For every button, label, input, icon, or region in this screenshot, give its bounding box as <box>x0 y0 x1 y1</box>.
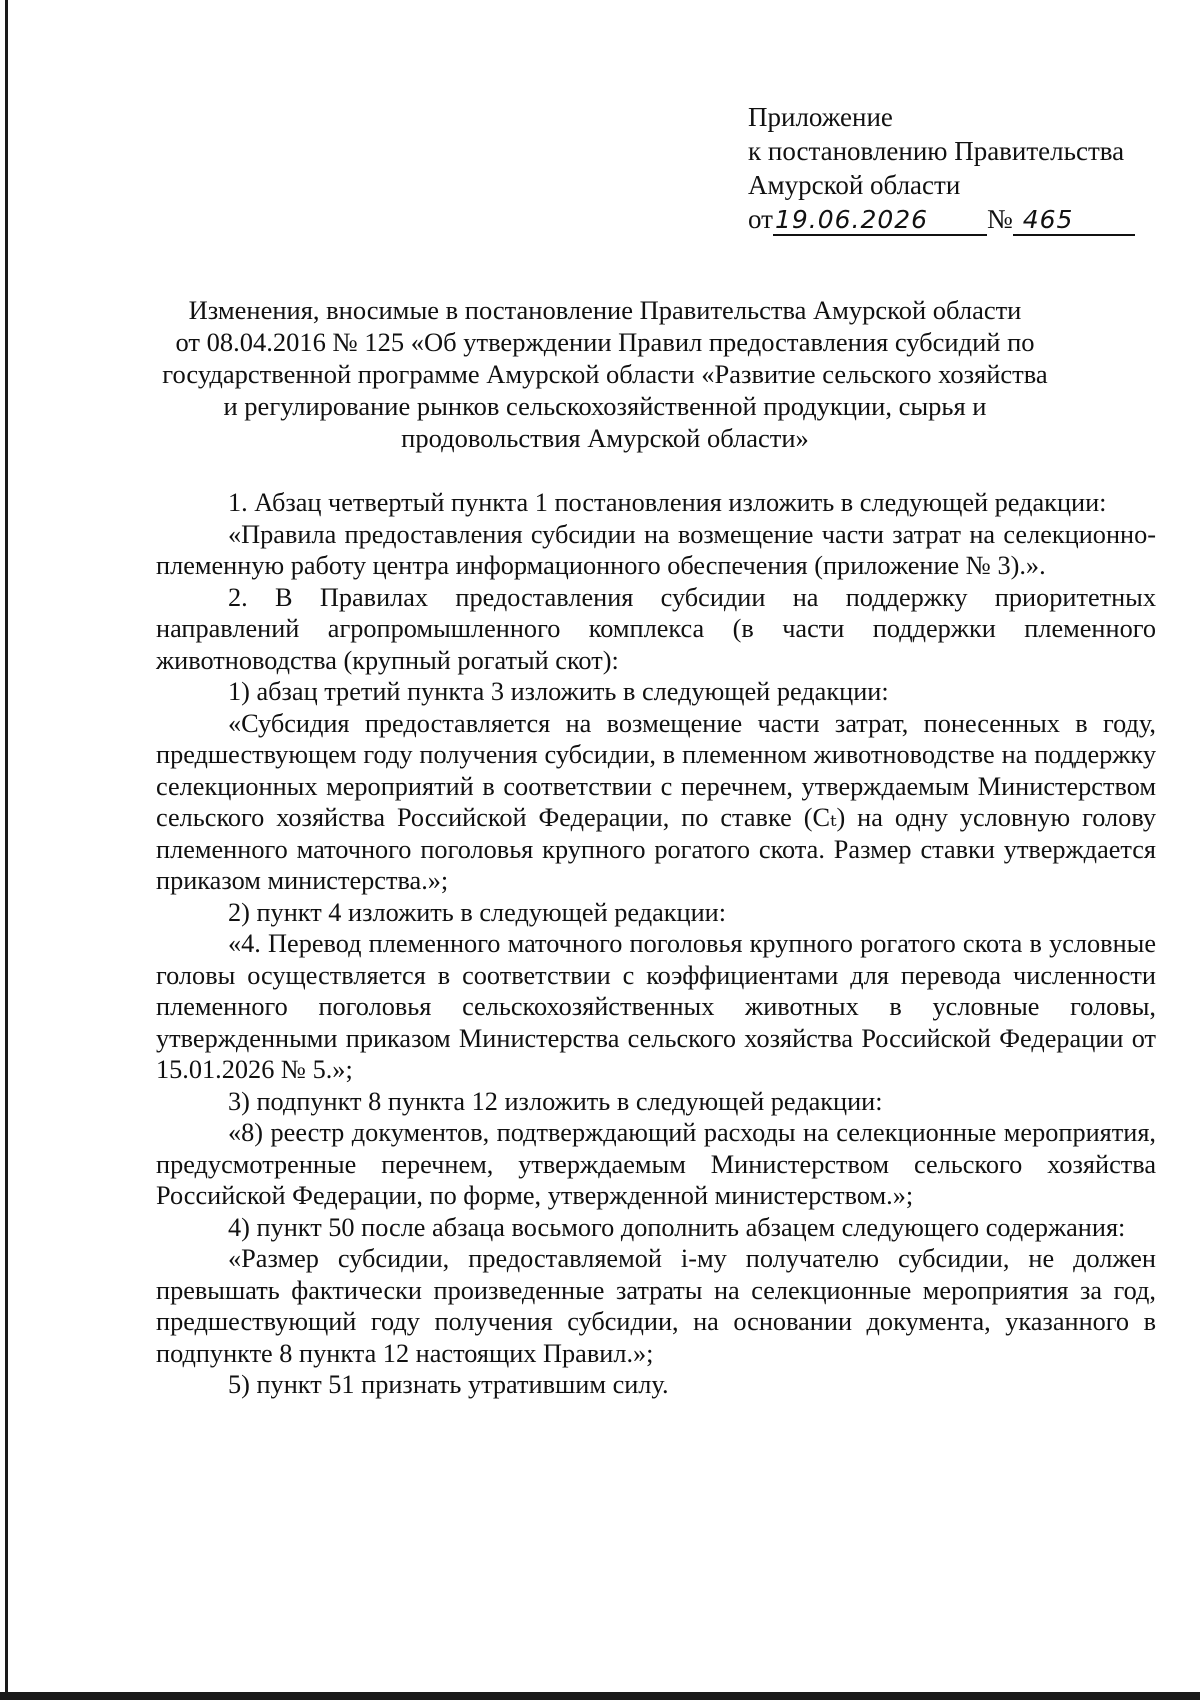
number-prefix: № <box>986 204 1013 234</box>
number-field <box>1013 205 1135 236</box>
title-line-1: Изменения, вносимые в постановление Правительства Амурской области <box>188 295 1022 325</box>
title-line-3: государственной программе Амурской области «Развитие сельского хозяйства <box>162 359 1048 389</box>
paragraph-12: 5) пункт 51 признать утратившим силу. <box>228 1370 669 1399</box>
title-line-2: от 08.04.2016 № 125 «Об утверждении Правил предоставления субсидий по <box>175 327 1035 357</box>
appendix-date-number-line <box>748 202 1168 236</box>
paragraph-8: 3) подпункт 8 пункта 12 изложить в следующей редакции: <box>228 1086 883 1116</box>
paragraph-5: «Субсидия предоставляется на возмещение части затрат, понесенных в году, предшествующем году получения субсидии, в племенном животноводстве на поддержку селекционных мероприятий в соответствии с перечнем, утверждаемым Министерством сельского хозяйства Российской Федерации, по ставке (Cₜ) на одну условную голову племенного маточного поголовья крупного рогатого скота. Размер ставки утверждается приказом министерства.»; <box>156 708 1156 895</box>
appendix-region: Амурской области <box>748 170 961 200</box>
paragraph-2: «Правила предоставления субсидии на возмещение части затрат на селекционно-племенную работу центра информационного обеспечения (приложение № 3).». <box>156 519 1156 580</box>
paragraph-11: «Размер субсидии, предоставляемой i-му получателю субсидии, не должен превышать фактически произведенные затраты на селекционные мероприятия за год, предшествующий году получения субсидии, на основании документа, указанного в подпункте 8 пункта 12 настоящих Правил.»; <box>156 1244 1156 1368</box>
handwritten-number: 465 <box>1022 205 1074 234</box>
paragraph-3: 2. В Правилах предоставления субсидии на поддержку приоритетных направлений агропромышленного комплекса (в части поддержки племенного животноводства (крупный рогатый скот): <box>156 582 1156 675</box>
handwritten-date: 19.06.2026 <box>774 205 929 234</box>
document-title <box>150 294 1060 454</box>
date-field <box>773 205 987 236</box>
scan-border-left <box>5 0 8 1700</box>
appendix-label: Приложение <box>748 102 893 132</box>
title-line-4: и регулирование рынков сельскохозяйственной продукции, сырья и <box>223 391 987 421</box>
paragraph-10: 4) пункт 50 после абзаца восьмого дополнить абзацем следующего содержания: <box>228 1212 1126 1242</box>
date-prefix: от <box>748 204 773 234</box>
paragraph-6: 2) пункт 4 изложить в следующей редакции: <box>228 897 727 927</box>
paragraph-7: «4. Перевод племенного маточного поголовья крупного рогатого скота в условные головы осуществляется в соответствии с коэффициентами для перевода численности племенного поголовья сельскохозяйственных животных в условные головы, утвержденными приказом Министерства сельского хозяйства Российской Федерации от 15.01.2026 № 5.»; <box>156 929 1156 1084</box>
scan-border-bottom <box>0 1692 1200 1700</box>
document-body <box>156 487 1156 1401</box>
paragraph-4: 1) абзац третий пункта 3 изложить в следующей редакции: <box>228 677 889 706</box>
paragraph-1: 1. Абзац четвертый пункта 1 постановления изложить в следующей редакции: <box>228 488 1107 517</box>
appendix-resolution-ref: к постановлению Правительства <box>748 136 1125 166</box>
paragraph-9: «8) реестр документов, подтверждающий расходы на селекционные мероприятия, предусмотренные перечнем, утверждаемым Министерством сельского хозяйства Российской Федерации, по форме, утвержденной министерством.»; <box>156 1118 1156 1210</box>
title-line-5: продовольствия Амурской области» <box>401 423 809 453</box>
appendix-block <box>748 100 1168 236</box>
